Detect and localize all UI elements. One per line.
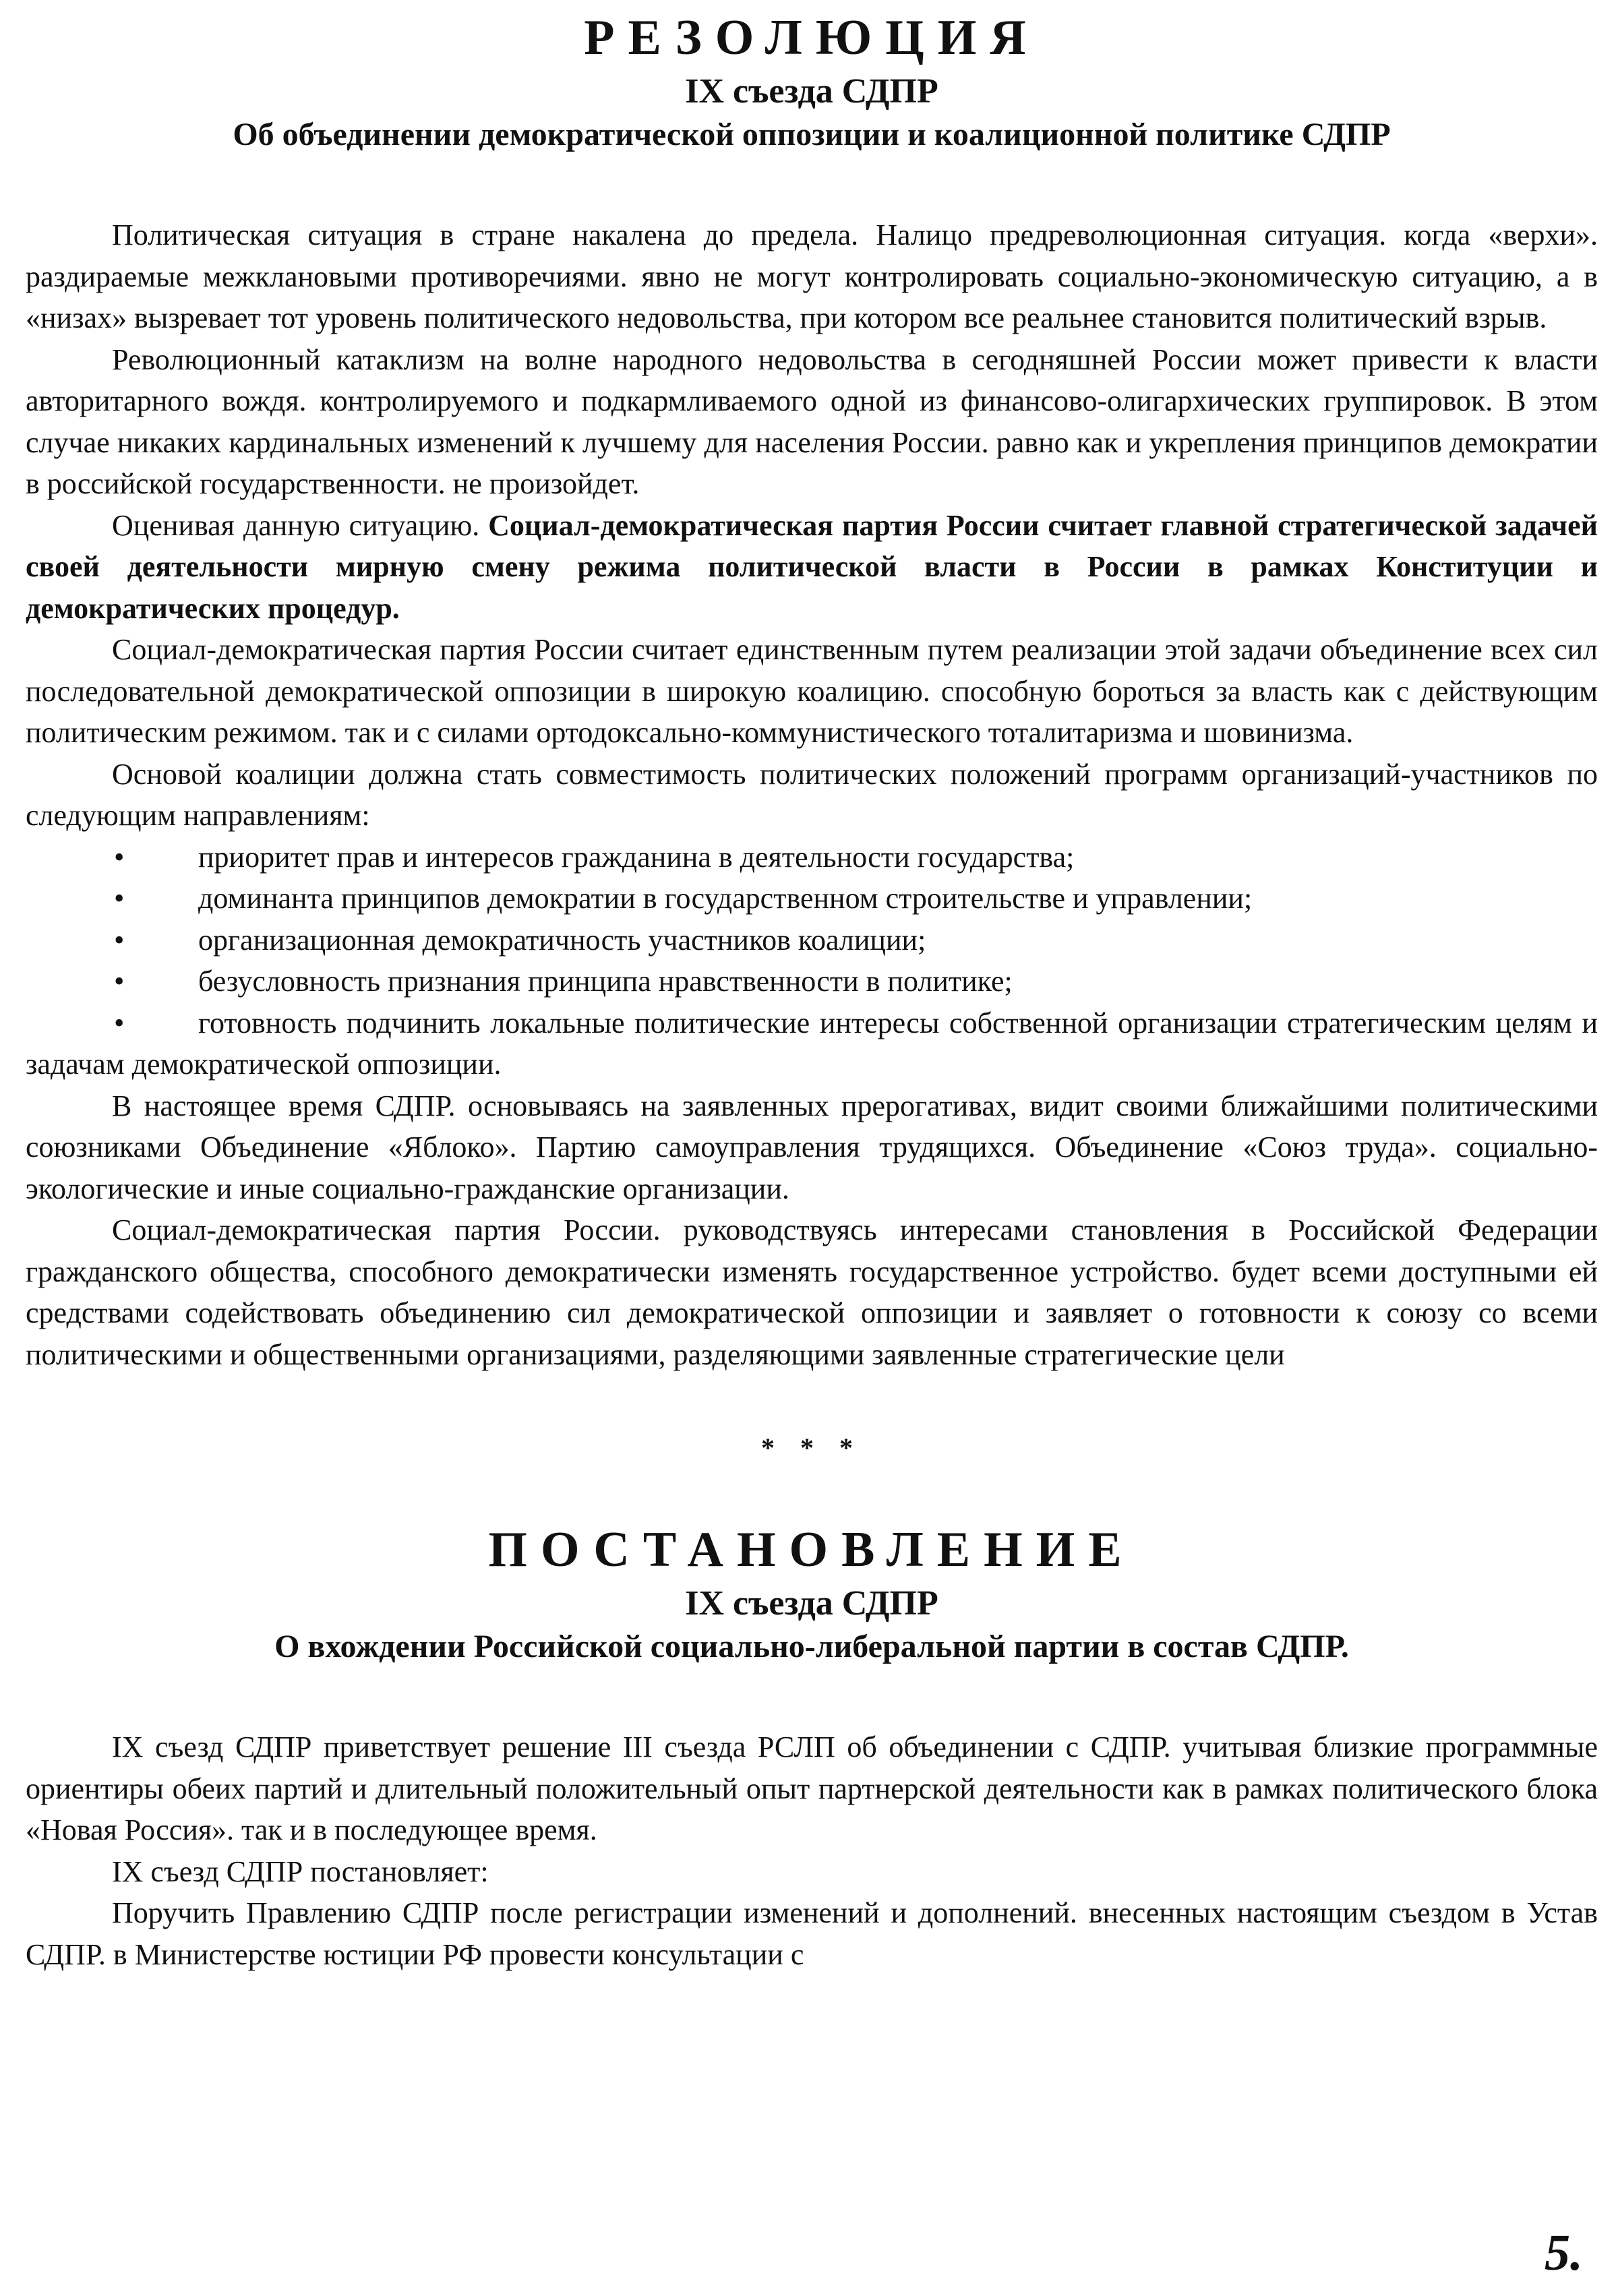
resolution-paragraph-7: Социал-демократическая партия России. руководствуясь интересами становления в Российской Федерации гражданского общества, способного демократически изменять государственное устройство. будет всеми доступными ей средствами содействовать объединению сил демократической оппозиции и заявляет о готовности к союзу со всеми политическими и общественными организациями, разделяющими заявленные стратегические цели	[26, 1213, 1598, 1371]
section-separator: * * *	[761, 1432, 862, 1463]
bullet-icon: •	[114, 840, 125, 874]
bullet-icon: •	[114, 965, 125, 998]
list-item	[26, 919, 1598, 961]
resolution-paragraph-6: В настоящее время СДПР. основываясь на заявленных прерогативах, видит своими ближайшими политическими союзниками Объединение «Яблоко». Партию самоуправления трудящихся. Объединение «Союз труда». социально-экологические и иные социально-гражданские организации.	[26, 1089, 1598, 1205]
resolution-subject: Об объединении демократической оппозиции и коалиционной политике СДПР	[233, 117, 1391, 152]
list-item-text: безусловность признания принципа нравственности в политике;	[198, 965, 1013, 998]
decree-subject: О вхождении Российской социально-либеральной партии в состав СДПР.	[274, 1629, 1349, 1664]
resolution-paragraph-4: Социал-демократическая партия России считает единственным путем реализации этой задачи объединение всех сил последовательной демократической оппозиции в широкую коалицию. способную бороться за власть как с действующим политическим режимом. так и с силами ортодоксально-коммунистического тоталитаризма и шовинизма.	[26, 633, 1598, 749]
list-item	[26, 961, 1598, 1002]
decree-paragraph-2: IX съезд СДПР постановляет:	[112, 1854, 489, 1888]
decree-section	[26, 1517, 1598, 1975]
resolution-key-statement: Социал-демократическая партия России считает главной стратегической задачей своей деятельности мирную смену режима политической власти в России в рамках Конституции и демократических процедур.	[26, 508, 1598, 625]
resolution-paragraph-2: Революционный катаклизм на волне народного недовольства в сегодняшней России может привести к власти авторитарного вождя. контролируемого и подкармливаемого одной из финансово-олигархических группировок. В этом случае никаких кардинальных изменений к лучшему для населения России. равно как и укрепления принципов демократии в российской государственности. не произойдет.	[26, 342, 1598, 500]
list-item-text: организационная демократичность участников коалиции;	[198, 923, 926, 957]
list-item-text: доминанта принципов демократии в государственном строительстве и управлении;	[198, 882, 1253, 915]
decree-paragraph-3: Поручить Правлению СДПР после регистрации изменений и дополнений. внесенных настоящим съездом в Устав СДПР. в Министерстве юстиции РФ провести консультации с	[26, 1896, 1598, 1971]
bullet-icon: •	[114, 1006, 125, 1039]
decree-congress: IX съезда СДПР	[685, 1584, 938, 1623]
bullet-icon: •	[114, 882, 125, 915]
decree-paragraph-1: IX съезд СДПР приветствует решение III съезда РСЛП об объединении с СДПР. учитывая близкие программные ориентиры обеих партий и длительный положительный опыт партнерской деятельности как в рамках политического блока «Новая Россия». так и в последующее время.	[26, 1730, 1598, 1846]
resolution-title: РЕЗОЛЮЦИЯ	[584, 10, 1040, 65]
resolution-paragraph-1: Политическая ситуация в стране накалена до предела. Налицо предреволюционная ситуация. когда «верхи». раздираемые межклановыми противоречиями. явно не могут контролировать социально-экономическую ситуацию, а в «низах» вызревает тот уровень политического недовольства, при котором все реальнее становится политический взрыв.	[26, 218, 1598, 334]
coalition-principles-list	[26, 837, 1598, 1085]
list-item	[26, 837, 1598, 878]
resolution-section	[26, 0, 1598, 1375]
list-item-text: готовность подчинить локальные политические интересы собственной организации стратегическим целям и задачам демократической оппозиции.	[26, 1006, 1598, 1081]
page-number: 5.	[1545, 2225, 1583, 2281]
list-item	[26, 878, 1598, 919]
resolution-congress: IX съезда СДПР	[685, 72, 938, 111]
list-item-text: приоритет прав и интересов гражданина в деятельности государства;	[198, 840, 1075, 874]
resolution-paragraph-5: Основой коалиции должна стать совместимость политических положений программ организаций-участников по следующим направлениям:	[26, 757, 1598, 832]
resolution-paragraph-3	[26, 505, 1598, 630]
bullet-icon: •	[114, 923, 125, 957]
decree-title: ПОСТАНОВЛЕНИЕ	[488, 1522, 1135, 1577]
resolution-paragraph-3-intro: Оценивая данную ситуацию.	[112, 508, 489, 542]
list-item	[26, 1002, 1598, 1085]
